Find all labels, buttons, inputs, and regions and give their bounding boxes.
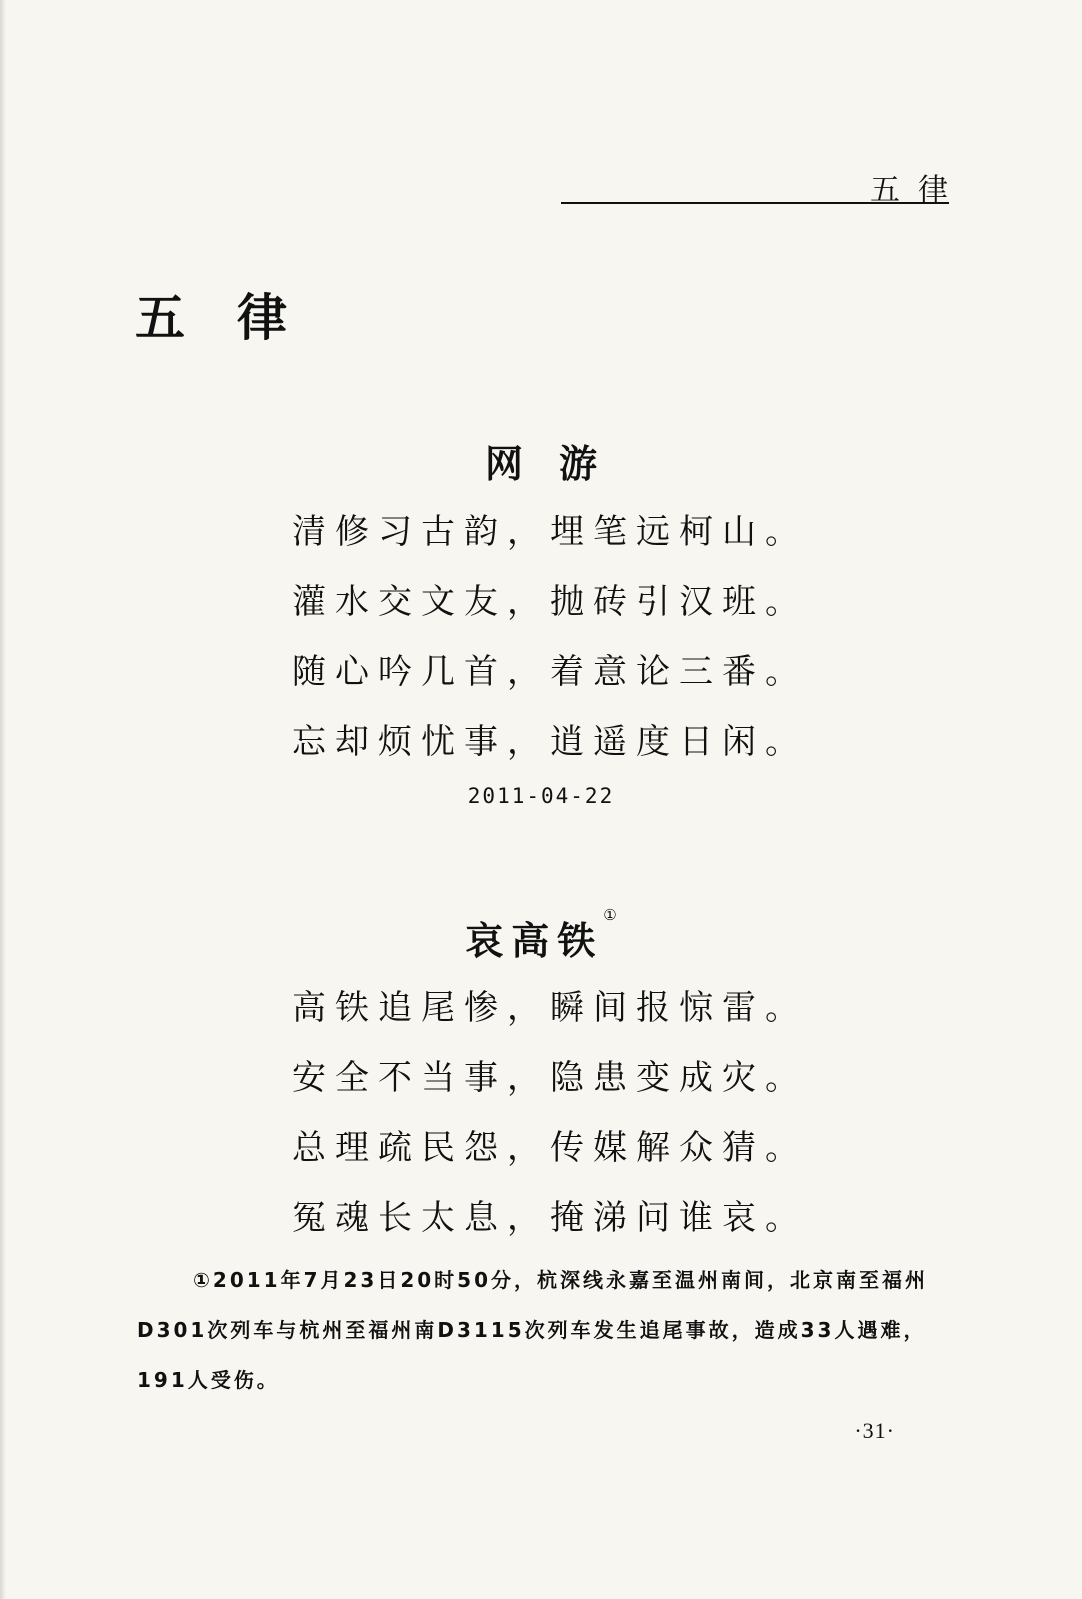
section-title: 五律 (135, 289, 339, 347)
poem-title (0, 906, 1082, 965)
verse-line: 高铁追尾惨，瞬间报惊雷。 (292, 988, 808, 1028)
poem-verses (292, 512, 808, 792)
footnote: ①2011年7月23日20时50分，杭深线永嘉至温州南间，北京南至福州D301次列车与杭州至福州南D3115次列车发生追尾事故，造成33人遇难，191人受伤。 (137, 1268, 929, 1392)
poem-date: 2011-04-22 (467, 784, 615, 808)
verse-line: 安全不当事，隐患变成灾。 (292, 1058, 808, 1098)
poem-title (0, 433, 1082, 488)
poem-title-text: 哀高铁 (465, 919, 604, 963)
verse-line: 总理疏民怨，传媒解众猜。 (292, 1128, 808, 1168)
header-rule (561, 202, 949, 204)
verse-line: 随心吟几首，着意论三番。 (292, 652, 808, 692)
verse-line: 清修习古韵，埋笔远柯山。 (292, 512, 808, 552)
page-number: ·31· (854, 1418, 895, 1443)
poem-verses (292, 988, 808, 1268)
poem-title-text: 网游 (484, 442, 633, 486)
verse-line: 灌水交文友，抛砖引汉班。 (292, 582, 808, 622)
verse-line: 冤魂长太息，掩涕问谁哀。 (292, 1198, 808, 1238)
verse-line: 忘却烦忧事，逍遥度日闲。 (292, 722, 808, 762)
running-head: 五律 (870, 173, 966, 208)
footnote-marker: ① (603, 906, 617, 924)
